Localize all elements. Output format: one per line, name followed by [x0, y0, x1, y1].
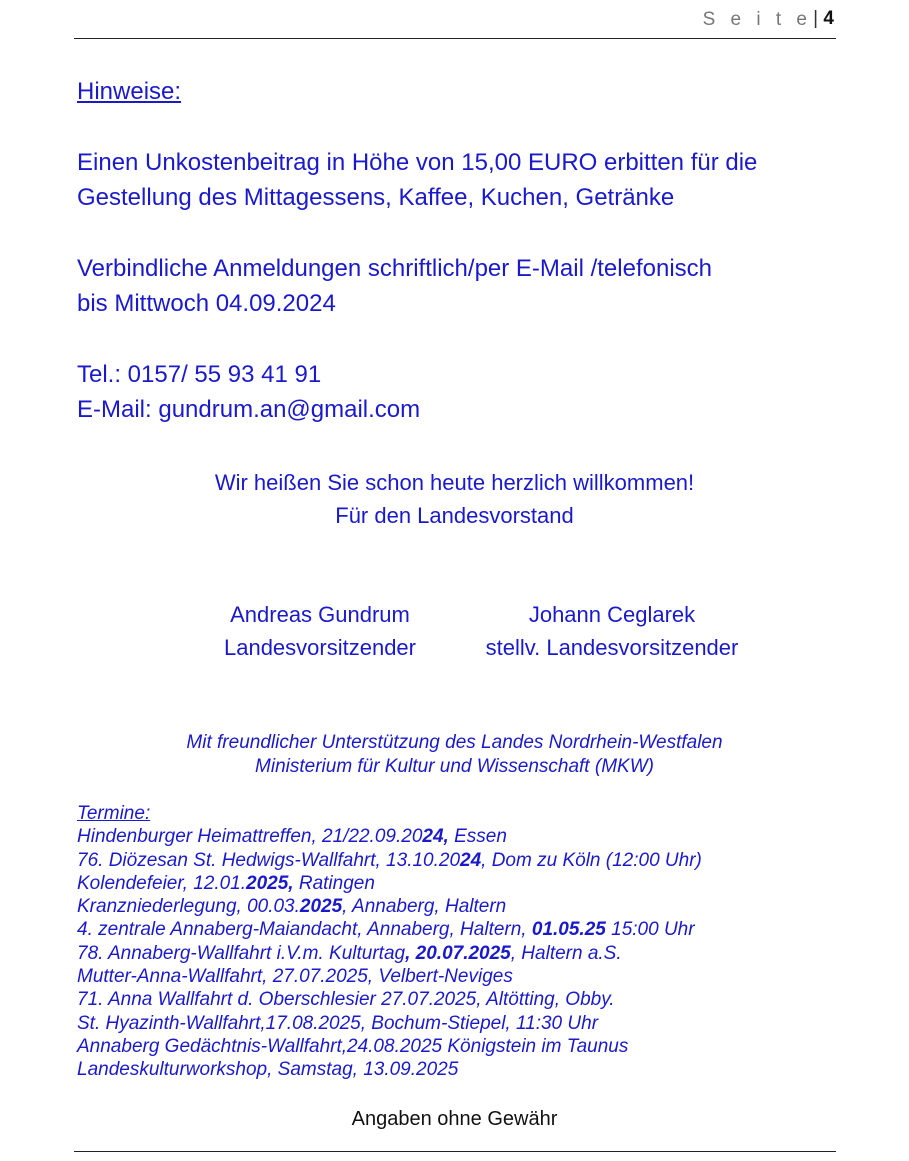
termine-item — [77, 895, 877, 918]
termine-item-pre: 4. zentrale Annaberg-Maiandacht, Annaberg, Haltern, — [77, 919, 532, 941]
support-note — [0, 731, 909, 779]
termine-item-pre: Annaberg Gedächtnis-Wallfahrt,24.08.2025 Königstein im Taunus — [77, 1035, 629, 1057]
termine-item — [77, 849, 877, 872]
welcome-line-1: Wir heißen Sie schon heute herzlich willkommen! — [214, 470, 695, 495]
termine-item-pre: 78. Annaberg-Wallfahrt i.V.m. Kulturtag — [77, 942, 406, 964]
termine-item-bold: 2025 — [299, 896, 343, 918]
termine-item — [77, 965, 877, 988]
termine-title: Termine: — [77, 803, 151, 824]
welcome-line-2: Für den Landesvorstand — [335, 503, 574, 528]
signature-role: Landesvorsitzender — [223, 635, 416, 660]
termine-item-bold: 2025, — [246, 872, 294, 894]
termine-item-pre: 71. Anna Wallfahrt d. Oberschlesier 27.07.2025, Altötting, Obby. — [77, 989, 615, 1011]
hinweise-section — [77, 76, 847, 427]
termine-item-post: Ratingen — [293, 872, 375, 894]
hinweise-title: Hinweise: — [77, 78, 182, 105]
signature-name: Andreas Gundrum — [230, 602, 410, 627]
termine-item-pre: St. Hyazinth-Wallfahrt,17.08.2025, Bochum-Stiepel, 11:30 Uhr — [77, 1012, 599, 1034]
fee-line-1: Einen Unkostenbeitrag in Höhe von 15,00 EURO erbitten für die — [77, 149, 758, 176]
signature-chair — [200, 598, 440, 664]
termine-item-post: , Annaberg, Haltern — [342, 896, 507, 918]
support-line-1: Mit freundlicher Unterstützung des Landes Nordrhein-Westfalen — [186, 732, 723, 753]
page-header — [74, 0, 836, 39]
disclaimer: Angaben ohne Gewähr — [351, 1108, 558, 1130]
termine-item-pre: Kranzniederlegung, 00.03. — [77, 896, 300, 918]
signature-role: stellv. Landesvorsitzender — [485, 635, 739, 660]
termine-item-pre: 76. Diözesan St. Hedwigs-Wallfahrt, 13.10.20 — [77, 849, 461, 871]
termine-item — [77, 825, 877, 848]
termine-item-post: 15:00 Uhr — [605, 919, 695, 941]
termine-item-bold: 24 — [460, 849, 482, 871]
termine-item — [77, 1058, 877, 1081]
termine-item — [77, 942, 877, 965]
page-number: 4 — [823, 8, 834, 29]
termine-item — [77, 918, 877, 941]
termine-item-pre: Mutter-Anna-Wallfahrt, 27.07.2025, Velbert-Neviges — [77, 966, 513, 988]
termine-item — [77, 988, 877, 1011]
termine-item-post: , Dom zu Köln (12:00 Uhr) — [481, 849, 702, 871]
termine-item-pre: Hindenburger Heimattreffen, 21/22.09.20 — [77, 826, 423, 848]
termine-item-pre: Kolendefeier, 12.01. — [77, 872, 247, 894]
phone-line: Tel.: 0157/ 55 93 41 91 — [77, 361, 322, 388]
welcome-block — [0, 466, 909, 532]
fee-line-2: Gestellung des Mittagessens, Kaffee, Kuchen, Getränke — [77, 184, 675, 211]
termine-item-post: , Haltern a.S. — [510, 942, 622, 964]
termine-item-bold: 24, — [422, 826, 449, 848]
termine-item — [77, 1035, 877, 1058]
footer-rule — [74, 1151, 836, 1152]
page-separator: | — [813, 8, 818, 29]
termine-item — [77, 872, 877, 895]
termine-item-bold: 01.05.25 — [531, 919, 606, 941]
page-label: S e i t e — [702, 9, 812, 30]
termine-item-bold: , 20.07.2025 — [405, 942, 511, 964]
termine-item-post: Essen — [448, 826, 507, 848]
registration-line-1: Verbindliche Anmeldungen schriftlich/per E-Mail /telefonisch — [77, 255, 713, 282]
registration-line-2: bis Mittwoch 04.09.2024 — [77, 290, 336, 317]
termine-item — [77, 1012, 877, 1035]
termine-list — [77, 802, 877, 1082]
email-line: E-Mail: gundrum.an@gmail.com — [77, 396, 421, 423]
termine-item-pre: Landeskulturworkshop, Samstag, 13.09.2025 — [77, 1059, 459, 1081]
signature-name: Johann Ceglarek — [528, 602, 696, 627]
support-line-2: Ministerium für Kultur und Wissenschaft (MKW) — [255, 756, 654, 777]
signature-deputy — [462, 598, 762, 664]
